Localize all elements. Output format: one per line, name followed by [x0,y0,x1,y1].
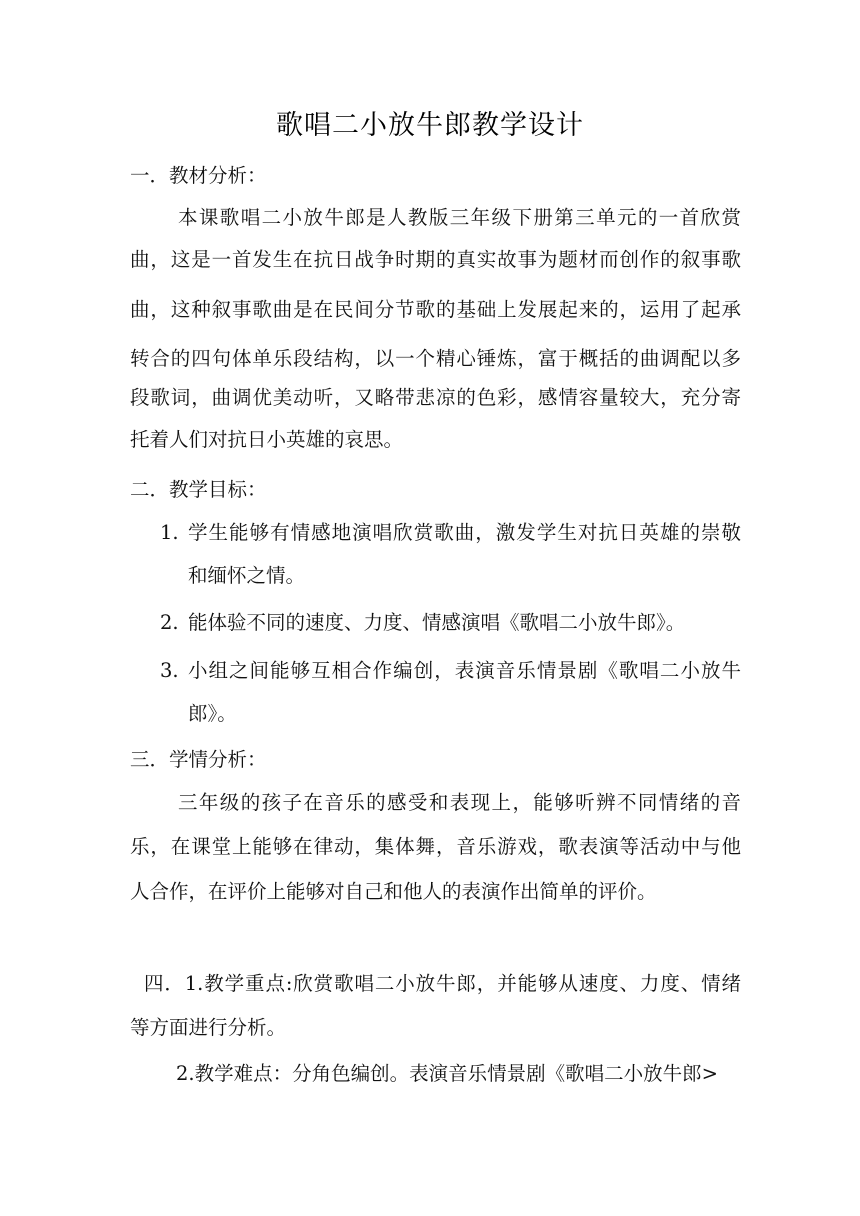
section-heading-goals: 二．教学目标： [130,478,267,501]
paragraph-line: 本课歌唱二小放牛郎是人教版三年级下册第三单元的一首欣赏 [178,206,741,229]
list-number: 1. [160,521,179,544]
paragraph-line: 曲，这种叙事歌曲是在民间分节歌的基础上发展起来的，运用了起承 [130,298,741,321]
list-item-text: 和缅怀之情。 [188,564,306,587]
list-item-text: 学生能够有情感地演唱欣赏歌曲，激发学生对抗日英雄的崇敬 [188,521,741,544]
list-number: 3. [160,659,179,682]
paragraph-line: 三年级的孩子在音乐的感受和表现上，能够听辨不同情绪的音 [178,791,741,814]
paragraph-line: 转合的四句体单乐段结构，以一个精心锤炼，富于概括的曲调配以多 [130,347,741,370]
paragraph-line: 段歌词，曲调优美动听，又略带悲凉的色彩，感情容量较大，充分寄 [130,386,741,409]
key-points-line: 等方面进行分析。 [130,1016,287,1039]
list-item-text: 能体验不同的速度、力度、情感演唱《歌唱二小放牛郎》。 [188,611,686,634]
list-number: 2. [160,611,179,634]
section-heading-materials: 一．教材分析： [130,164,267,187]
list-item-text: 小组之间能够互相合作编创，表演音乐情景剧《歌唱二小放牛 [188,659,741,682]
paragraph-line: 曲，这是一首发生在抗日战争时期的真实故事为题材而创作的叙事歌 [130,248,741,271]
paragraph-line: 托着人们对抗日小英雄的哀思。 [130,428,404,451]
difficult-points-line: 2.教学难点：分角色编创。表演音乐情景剧《歌唱二小放牛郎> [176,1062,718,1085]
document-title: 歌唱二小放牛郎教学设计 [276,110,584,141]
section-heading-student-analysis: 三．学情分析： [130,748,267,771]
list-item-text: 郎》。 [188,702,237,725]
paragraph-line: 乐，在课堂上能够在律动，集体舞，音乐游戏，歌表演等活动中与他 [130,835,741,858]
key-points-line: 四．1.教学重点:欣赏歌唱二小放牛郎，并能够从速度、力度、情绪 [144,972,741,995]
paragraph-line: 人合作，在评价上能够对自己和他人的表演作出简单的评价。 [130,880,657,903]
